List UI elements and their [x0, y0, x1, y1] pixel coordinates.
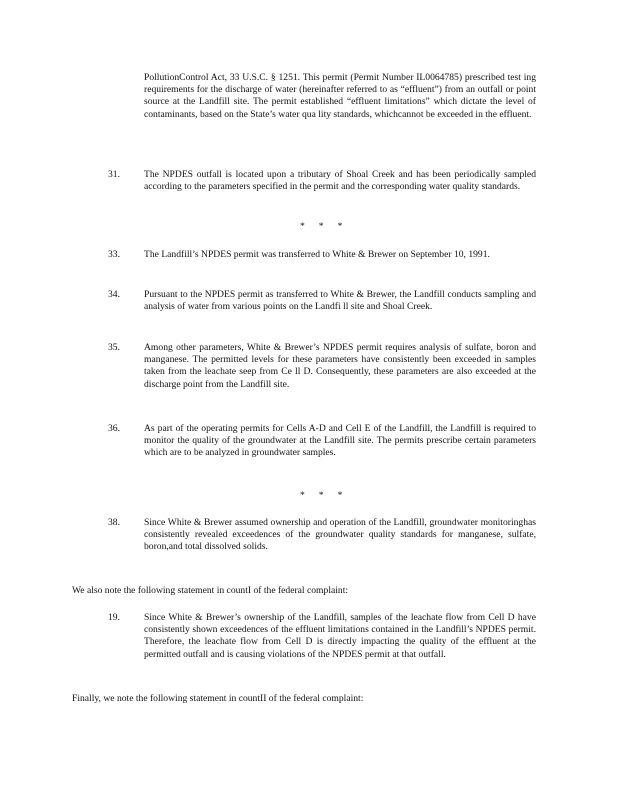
paragraph-text: The Landfill’s NPDES permit was transferred to White & Brewer on September 10, 1991. — [144, 249, 490, 260]
paragraph-text: Among other parameters, White & Brewer’s NPDES permit requires analysis of sulfate, boron and manganese. The permitted levels for these parameters have consistently been exceeded in samples taken from the leachate seep from Ce ll D. Consequently, these parameters are also exceeded at the discharge point from the Landfill site. — [144, 342, 536, 390]
paragraph-text: Pursuant to the NPDES permit as transferred to White & Brewer, the Landfill conducts sampling and analysis of water from various points on the Landfi ll site and Shoal Creek. — [144, 289, 536, 313]
paragraph-34 — [108, 289, 536, 313]
paragraph-number: 38. — [108, 517, 120, 528]
paragraph-number: 19. — [108, 612, 120, 623]
paragraph-text: The NPDES outfall is located upon a tributary of Shoal Creek and has been periodically sampled according to the parameters specified in the permit and the corresponding water quality standards. — [144, 169, 536, 193]
count-one-intro: We also note the following statement in countI of the federal complaint: — [72, 585, 349, 596]
paragraph-number: 33. — [108, 249, 120, 260]
paragraph-number: 35. — [108, 342, 120, 353]
paragraph-text: As part of the operating permits for Cells A-D and Cell E of the Landfill, the Landfill is required to monitor the quality of the groundwater at the Landfill site. The permits prescribe certain parameters which are to be analyzed in groundwater samples. — [144, 423, 536, 459]
section-break-stars — [300, 490, 360, 502]
paragraph-19 — [108, 612, 536, 661]
paragraph-number: 34. — [108, 289, 120, 300]
star: * — [318, 221, 324, 232]
paragraph-text: Since White & Brewer assumed ownership and operation of the Landfill, groundwater monitoringhas consistently revealed exceedences of the groundwater quality standards for manganese, sulfate, boron,and total dissolved solids. — [144, 517, 536, 553]
paragraph-text: Since White & Brewer’s ownership of the Landfill, samples of the leachate flow from Cell D have consistently shown exceedences of the effluent limitations contained in the Landfill’s NPDES permit. Therefore, the leachate flow from Cell D is directly impacting the quality of the effluent at the permitted outfall and is causing violations of the NPDES permit at that outfall. — [144, 612, 536, 660]
count-two-intro: Finally, we note the following statement in countII of the federal complaint: — [72, 693, 364, 704]
section-break-stars — [300, 221, 360, 233]
paragraph-33 — [108, 249, 536, 261]
star: * — [300, 221, 305, 232]
paragraph-number: 36. — [108, 423, 120, 434]
star: * — [300, 490, 305, 501]
paragraph-36 — [108, 423, 536, 460]
paragraph-31 — [108, 169, 536, 193]
paragraph-35 — [108, 342, 536, 391]
opening-paragraph: PollutionControl Act, 33 U.S.C. § 1251. This permit (Permit Number IL0064785) prescribed test ing requirements for the discharge of water (hereinafter referred to as “effluent”) from an outfall or point source at the Landfill site. The permit established “effluent limitations” which dictate the level of contaminants, based on the State’s water qua lity standards, whichcannot be exceeded in the effluent. — [144, 72, 536, 120]
star: * — [337, 490, 343, 501]
star: * — [318, 490, 324, 501]
paragraph-number: 31. — [108, 169, 120, 180]
paragraph-38 — [108, 517, 536, 554]
star: * — [337, 221, 343, 232]
